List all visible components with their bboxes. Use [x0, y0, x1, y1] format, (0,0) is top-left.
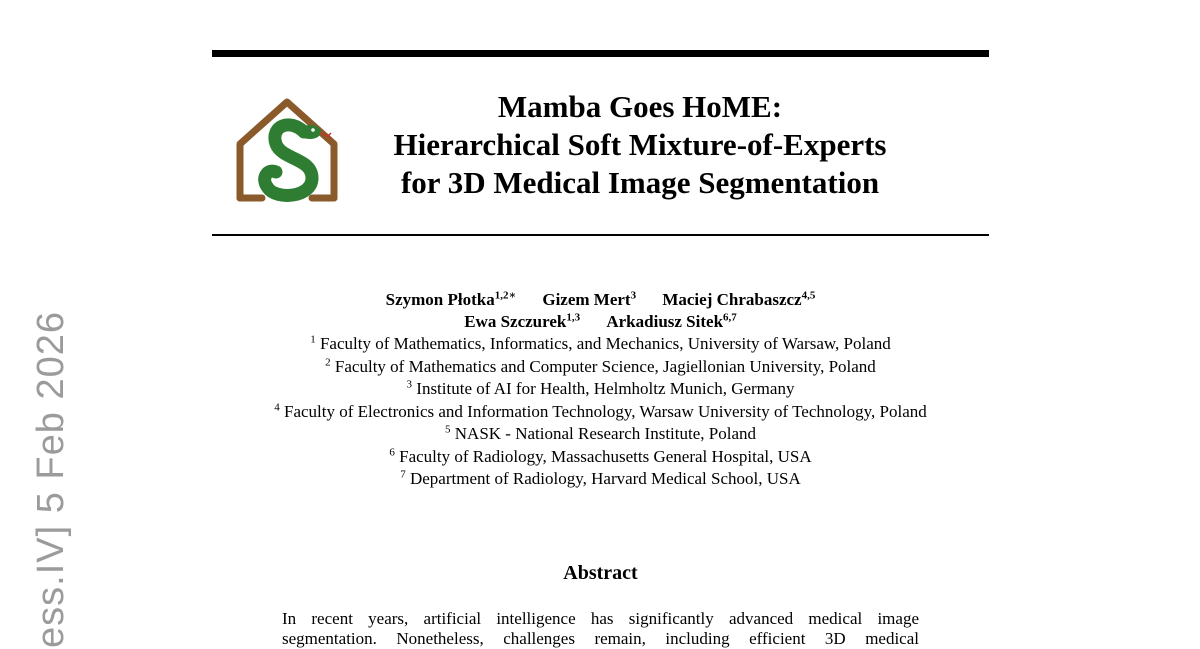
- affiliation: $^7$ Department of Radiology, Harvard Medical School, USA: [400, 468, 801, 488]
- author: Arkadiusz Sitek$^{6,7}$: [606, 311, 737, 331]
- affiliation: $^2$ Faculty of Mathematics and Computer Science, Jagiellonian University, Poland: [325, 355, 876, 376]
- affiliation: $^1$ Faculty of Mathematics, Informatics, and Mechanics, University of Warsaw, Poland: [310, 333, 891, 353]
- author: Szymon Płotka$^{1,2∗}$: [385, 289, 517, 309]
- author: Maciej Chrabaszcz$^{4,5}$: [662, 289, 816, 309]
- paper-title: [340, 88, 940, 202]
- arxiv-side-identifier: ess.IV] 5 Feb 2026: [30, 311, 72, 648]
- author-block: [212, 289, 989, 491]
- affiliation: $^4$ Faculty of Electronics and Information Technology, Warsaw University of Technology, Poland: [274, 400, 927, 421]
- abstract-body: [282, 609, 919, 649]
- author: Ewa Szczurek$^{1,3}$: [464, 311, 581, 331]
- abstract-line: segmentation. Nonetheless, challenges remain, including efficient 3D medical: [282, 629, 919, 648]
- affiliation: $^3$ Institute of AI for Health, Helmholtz Munich, Germany: [406, 378, 795, 398]
- abstract-line: In recent years, artificial intelligence has significantly advanced medical image: [282, 609, 919, 628]
- title-line: Mamba Goes HoME:: [497, 89, 783, 124]
- author-line: [212, 311, 989, 333]
- abstract-heading: Abstract: [563, 562, 638, 584]
- title-line: for 3D Medical Image Segmentation: [400, 165, 880, 200]
- title-line: Hierarchical Soft Mixture-of-Experts: [393, 127, 887, 162]
- title-bottom-rule: [212, 234, 989, 236]
- title-top-rule: [212, 50, 989, 57]
- house-with-snake-icon: [232, 96, 342, 206]
- affiliation: $^6$ Faculty of Radiology, Massachusetts General Hospital, USA: [389, 445, 812, 466]
- author-line: [212, 289, 989, 311]
- author: Gizem Mert$^3$: [542, 289, 637, 309]
- affiliation: $^5$ NASK - National Research Institute, Poland: [445, 423, 756, 443]
